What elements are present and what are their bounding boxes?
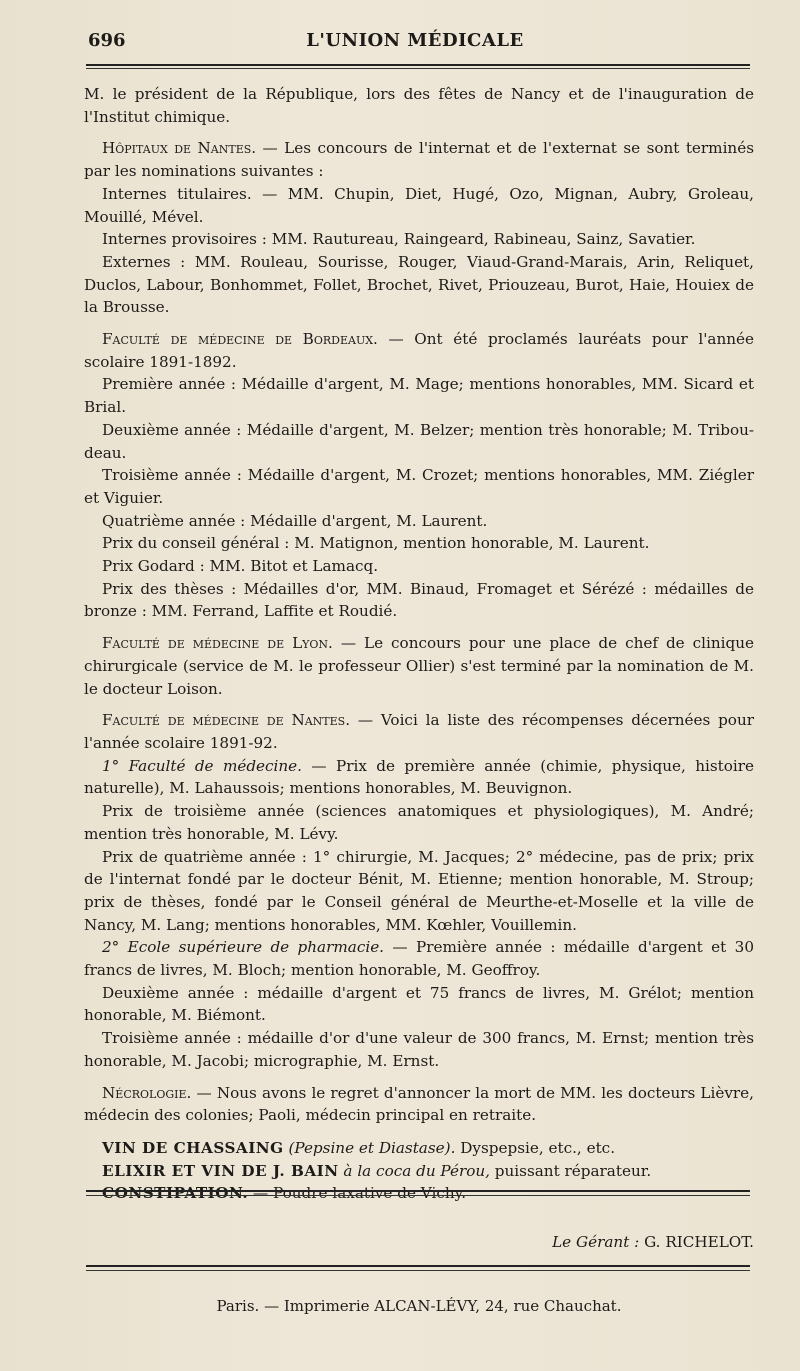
advertisement: VIN DE CHASSAING (Pepsine et Diastase). Dyspepsie, etc., etc.: [102, 1138, 616, 1157]
list-item: Deuxième année : médaille d'argent et 75 francs de livres, M. Grélot; mention honorable, M. Biémont.: [84, 983, 754, 1025]
journal-title: L'UNION MÉDICALE: [306, 30, 524, 51]
footer-rule-top: [86, 1190, 750, 1192]
footer-rule-bottom: [86, 1265, 750, 1267]
internes-titulaires: Internes titulaires. — MM. Chupin, Diet, Hugé, Ozo, Mignan, Aubry, Groleau, Mouillé, Mével.: [84, 184, 754, 226]
list-item: Troisième année : médaille d'or d'une valeur de 300 francs, M. Ernst; mention très honorable, M. Jacobi; micrographie, M. Ernst.: [84, 1029, 754, 1070]
list-item: Première année : Médaille d'argent, M. Mage; mentions honorables, MM. Sicard et Brial.: [84, 375, 754, 417]
list-item: Troisième année : Médaille d'argent, M. Crozet; mentions honorables, MM. Ziégler et Viguier.: [84, 466, 754, 507]
list-item: Deuxième année : Médaille d'argent, M. Belzer; mention très honorable; M. Tribou-deau.: [84, 420, 754, 462]
section-heading: Hôpitaux de Nantes.: [102, 139, 257, 158]
advertisement: ELIXIR ET VIN DE J. BAIN à la coca du Pérou, puissant réparateur.: [102, 1161, 652, 1180]
signature: Le Gérant : G. RICHELOT.: [552, 1233, 754, 1251]
page-header: [80, 30, 750, 58]
header-rule-thin: [86, 68, 750, 69]
section-heading: Faculté de médecine de Bordeaux.: [102, 330, 378, 349]
externes: Externes : MM. Rouleau, Sourisse, Rouger, Viaud-Grand-Marais, Arin, Reliquet, Duclos, Labour, Bonhommet, Follet, Brochet, Rivet, Priouzeau, Burot, Haie, Houiex de la Brousse.: [84, 252, 754, 317]
bordeaux-paragraph: Faculté de médecine de Bordeaux. — Ont été proclamés lauréats pour l'année scolaire 1891-1892.: [84, 330, 754, 371]
list-item: Prix des thèses : Médailles d'or, MM. Binaud, Fromaget et Sérézé : médailles de bronze : MM. Ferrand, Laffite et Roudié.: [84, 579, 754, 621]
article-body: [84, 83, 754, 1205]
lyon-paragraph: Faculté de médecine de Lyon. — Le concours pour une place de chef de clinique chirurgicale (service de M. le professeur Ollier) s'est terminé par la nomination de M. le docteur Loison.: [84, 634, 754, 698]
header-rule: [86, 64, 750, 66]
page-number: 696: [88, 30, 126, 51]
section-heading: Nécrologie.: [102, 1083, 192, 1102]
faculty-medicine-paragraph: 1° Faculté de médecine. — Prix de première année (chimie, physique, histoire naturelle), M. Lahaussois; mentions honorables, M. Beuvignon.: [84, 756, 754, 798]
section-heading: Faculté de médecine de Lyon.: [102, 634, 333, 653]
list-item: Prix de troisième année (sciences anatomiques et physiologiques), M. André; mention très honorable, M. Lévy.: [84, 802, 754, 843]
opening-paragraph: M. le président de la République, lors des fêtes de Nancy et de l'inauguration de l'Institut chimique.: [84, 85, 754, 126]
advertisement: CONSTIPATION. — Poudre laxative de Vichy.: [102, 1184, 467, 1203]
list-item: Prix Godard : MM. Bitot et Lamacq.: [102, 557, 379, 576]
nantes-faculty-paragraph: Faculté de médecine de Nantes. — Voici la liste des récompenses décernées pour l'année scolaire 1891-92.: [84, 711, 754, 752]
pharmacy-paragraph: 2° Ecole supérieure de pharmacie. — Première année : médaille d'argent et 30 francs de livres, M. Bloch; mention honorable, M. Geoffroy.: [84, 938, 754, 980]
internes-provisoires: Internes provisoires : MM. Rautureau, Raingeard, Rabineau, Sainz, Savatier.: [102, 230, 696, 249]
printer-imprint: Paris. — Imprimerie ALCAN-LÉVY, 24, rue Chauchat.: [216, 1297, 622, 1315]
section-heading: Faculté de médecine de Nantes.: [102, 711, 351, 730]
footer-rule-bottom-thin: [86, 1270, 750, 1271]
nantes-hospitals-paragraph: Hôpitaux de Nantes. — Les concours de l'internat et de l'externat se sont terminés par les nominations suivantes :: [84, 139, 755, 181]
list-item: Prix de quatrième année : 1° chirurgie, M. Jacques; 2° médecine, pas de prix; prix de l'internat fondé par le docteur Bénit, M. Etienne; mention honorable, M. Stroup; prix de thèses, fondé par le Conseil général de Meurthe-et-Moselle et la ville de Nancy, M. Lang; mentions honorables, MM. Kœhler, Vouillemin.: [84, 847, 754, 934]
list-item: Prix du conseil général : M. Matignon, mention honorable, M. Laurent.: [102, 534, 650, 553]
necrologie-paragraph: Nécrologie. — Nous avons le regret d'annoncer la mort de MM. les docteurs Lièvre, médecin des colonies; Paoli, médecin principal en retraite.: [84, 1083, 754, 1125]
subsection-label: 1° Faculté de médecine.: [102, 756, 303, 775]
subsection-label: 2° Ecole supérieure de pharmacie.: [102, 938, 385, 957]
footer-rule-top-thin: [86, 1195, 750, 1196]
list-item: Quatrième année : Médaille d'argent, M. Laurent.: [102, 511, 488, 530]
